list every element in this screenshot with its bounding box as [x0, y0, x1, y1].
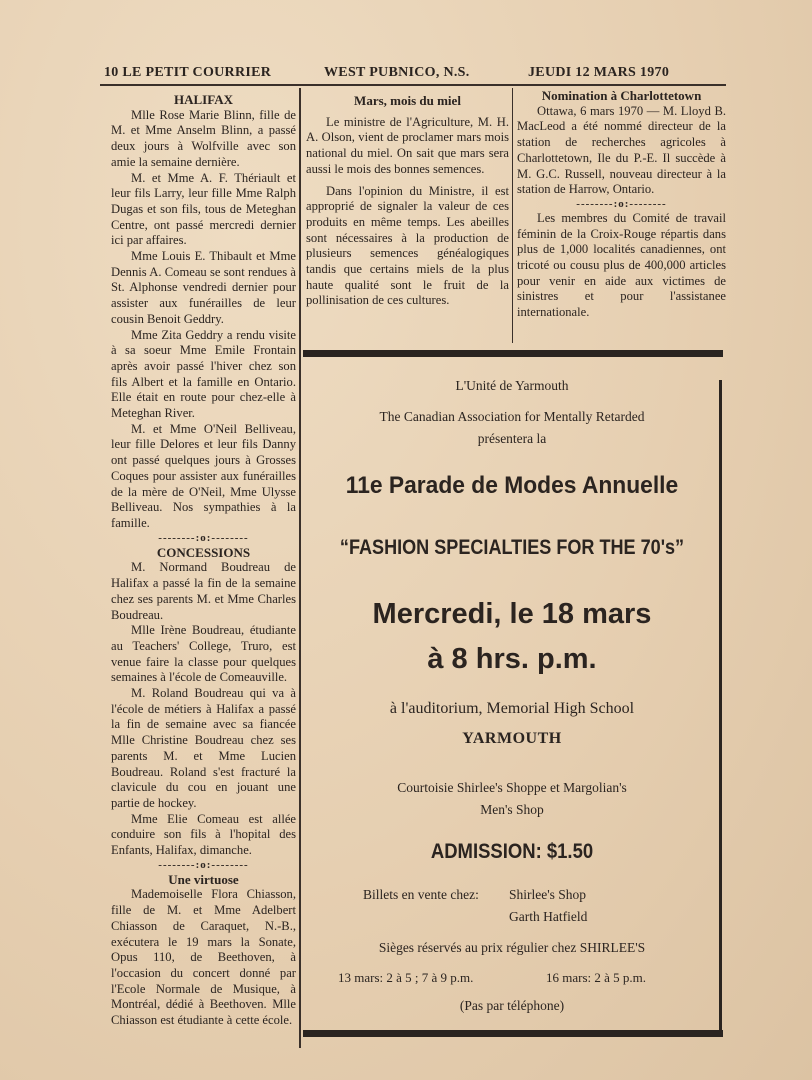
article-paragraph: Mme Louis E. Thibault et Mme Dennis A. Comeau se sont rendues à St. Alphonse vendredi dernier pour assister aux funérailles de leur cousin Benoit Geddry.: [111, 249, 296, 326]
article-paragraph: Mme Elie Comeau est allée conduire son fils à l'hopital des Enfants, Halifax, dimanche.: [111, 811, 296, 858]
ad-hours-13: 13 mars: 2 à 5 ; 7 à 9 p.m.: [338, 970, 474, 985]
halifax-heading: HALIFAX: [174, 92, 233, 107]
ad-tickets-shop2: Garth Hatfield: [509, 909, 588, 924]
article-paragraph: Le ministre de l'Agriculture, M. H. A. Olson, vient de proclamer mars mois national du miel. On sait que mars sera aussi le mois des bonnes semences.: [306, 114, 509, 176]
separator: --------:o:--------: [158, 531, 249, 544]
ad-reserved-seats: Sièges réservés au prix régulier chez SHIRLEE'S: [378, 940, 646, 955]
ad-courtesy: Courtoisie Shirlee's Shoppe et Margolian's: [397, 780, 627, 795]
header-location: WEST PUBNICO, N.S.: [324, 65, 470, 80]
column-divider-2: [512, 88, 513, 343]
miel-heading: Mars, mois du miel: [354, 93, 461, 108]
ad-border-bottom: [303, 1030, 723, 1037]
ad-no-phone: (Pas par téléphone): [459, 998, 565, 1013]
page-header: [100, 63, 690, 85]
column-middle: [306, 93, 509, 309]
article-paragraph: Mademoiselle Flora Chiasson, fille de M. et Mme Adelbert Chiasson de Caraquet, N.-B., exécutera le 19 mars la Sonate, Opus 110, de Beethoven, à l'occasion du concert donné par l'Ecole Normale de Musique, à Montréal, dédié à Beethoven. Mlle Chiasson est étudiante à cette école.: [111, 887, 296, 1028]
ad-presents: présentera la: [477, 431, 547, 446]
nomination-heading: Nomination à Charlottetown: [541, 88, 702, 103]
ad-event-title: 11e Parade de Modes Annuelle: [345, 472, 679, 499]
section-rule: [303, 350, 723, 357]
ad-border-right: [719, 380, 722, 1030]
fashion-show-advertisement: [303, 360, 721, 1032]
article-paragraph: M. Roland Boudreau qui va à l'école de métiers à Halifax a passé la fin de semaine avec sa fiancée Mlle Christine Boudreau chez ses parents M. et Mme Lucien Boudreau. Roland s'est fracturé la clavicule du cou en jouant une partie de hockey.: [111, 686, 296, 810]
separator: --------:o:--------: [158, 858, 249, 871]
ad-town: YARMOUTH: [462, 730, 562, 747]
article-paragraph: M. et Mme O'Neil Belliveau, leur fille Delores et leur fils Danny ont passé quelques jours à Grosses Coques pour assister aux funérailles de la mère de O'Neil, Mme Ulysse Belliveau. Nos sympathies à la famille.: [111, 421, 296, 530]
ad-time: à 8 hrs. p.m.: [427, 643, 597, 675]
ad-date: Mercredi, le 18 mars: [372, 598, 652, 630]
article-paragraph: Ottawa, 6 mars 1970 — M. Lloyd B. MacLeod a été nommé directeur de la station de recherches agricoles à Charlottetown, Ile du P.-E. Il succède à M. G.C. Russell, nouveau directeur à la station de Harrow, Ontario.: [517, 103, 726, 197]
ad-admission: ADMISSION: $1.50: [430, 840, 594, 863]
article-paragraph: Mlle Rose Marie Blinn, fille de M. et Mme Anselm Blinn, a passé deux jours à Wolfville avec son amie la semaine dernière.: [111, 107, 296, 169]
ad-slogan: “FASHION SPECIALTIES FOR THE 70's”: [339, 536, 685, 559]
ad-venue: à l'auditorium, Memorial High School: [389, 700, 635, 717]
header-page-title: 10 LE PETIT COURRIER: [104, 65, 272, 80]
ad-organizer: L'Unité de Yarmouth: [455, 378, 569, 393]
column-divider-1: [299, 88, 301, 1048]
article-paragraph: Mlle Irène Boudreau, étudiante au Teachers' College, Truro, est venue faire la classe pour quelques semaines à l'école de Comeauville.: [111, 623, 296, 685]
column-right: [517, 88, 726, 321]
ad-tickets-shop1: Shirlee's Shop: [509, 887, 587, 902]
header-rule: [100, 84, 726, 86]
ad-hours-16: 16 mars: 2 à 5 p.m.: [546, 970, 647, 985]
article-paragraph: Mme Zita Geddry a rendu visite à sa soeur Mme Emile Frontain après avoir passé l'hiver chez son fils Albert et la famille en Ontario. Elle était en route pour chez-elle à Meteghan River.: [111, 327, 296, 421]
ad-courtesy-cont: Men's Shop: [480, 802, 544, 817]
article-paragraph: M. et Mme A. F. Thériault et leur fils Larry, leur fille Mme Ralph Dugas et son fils, tous de Meteghan Centre, ont passé mercredi dernier ici par affaires.: [111, 170, 296, 248]
ad-tickets-label: Billets en vente chez:: [363, 887, 479, 902]
concessions-heading: CONCESSIONS: [156, 544, 251, 560]
header-date: JEUDI 12 MARS 1970: [528, 65, 670, 80]
separator: --------:o:--------: [576, 197, 667, 210]
article-paragraph: M. Normand Boudreau de Halifax a passé la fin de la semaine chez ses parents M. et Mme Charles Boudreau.: [111, 560, 296, 622]
virtuose-heading: Une virtuose: [168, 871, 239, 887]
ad-association: The Canadian Association for Mentally Retarded: [379, 409, 645, 424]
article-paragraph: Les membres du Comité de travail féminin de la Croix-Rouge répartis dans plus de 1,000 localités canadiennes, ont tricoté ou cousu plus de 400,000 articles pour venir en aide aux victimes de sinistres et pour l'assistanee internationale.: [517, 210, 726, 320]
article-paragraph: Dans l'opinion du Ministre, il est approprié de signaler la valeur de ces produits en même temps. Les abeilles sont nécessaires à la production de plusieurs semences généalogiques tandis que certains miels de la plus haute qualité sont le fruit de la pollinisation de ces cultures.: [306, 183, 509, 308]
column-left: [111, 92, 296, 1029]
